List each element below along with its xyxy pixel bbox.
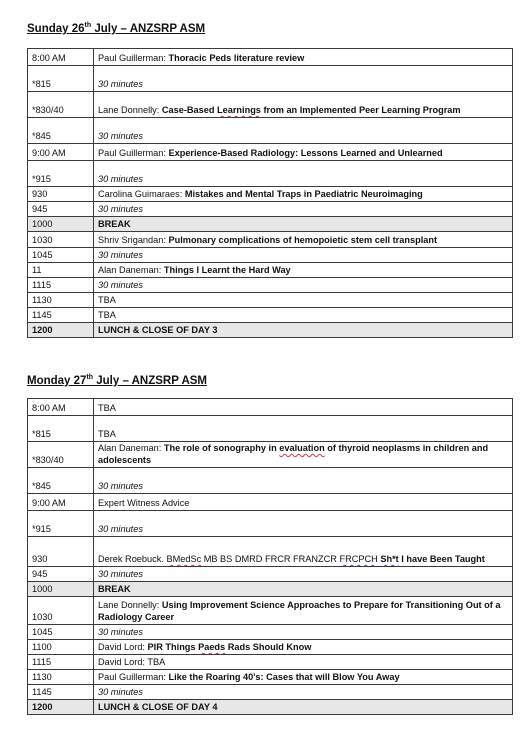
speaker-name: Expert Witness Advice bbox=[98, 498, 190, 508]
time-cell: *815 bbox=[28, 66, 94, 92]
time-cell: 1030 bbox=[28, 232, 94, 248]
session-cell bbox=[94, 511, 513, 537]
schedule-row bbox=[28, 161, 513, 187]
schedule-row bbox=[28, 416, 513, 442]
time-cell: 1145 bbox=[28, 685, 94, 700]
session-cell bbox=[94, 537, 513, 567]
session-title: The role of sonography in evaluation of thyroid neoplasms in children and adolescents bbox=[98, 443, 489, 465]
schedule-row bbox=[28, 399, 513, 416]
duration-note: 30 minutes bbox=[98, 280, 143, 290]
duration-note: 30 minutes bbox=[98, 79, 143, 89]
speaker-name: David Lord: bbox=[98, 642, 148, 652]
schedule-row bbox=[28, 248, 513, 263]
session-title: LUNCH & CLOSE OF DAY 4 bbox=[98, 702, 218, 712]
session-cell bbox=[94, 655, 513, 670]
session-title: Experience-Based Radiology: Lessons Learned and Unlearned bbox=[168, 148, 443, 158]
speaker-name: Lane Donnelly: bbox=[98, 105, 162, 115]
session-cell bbox=[94, 161, 513, 187]
speaker-name: TBA bbox=[98, 429, 116, 439]
session-cell bbox=[94, 468, 513, 494]
session-cell bbox=[94, 217, 513, 232]
session-cell bbox=[94, 399, 513, 416]
session-title: Things I Learnt the Hard Way bbox=[163, 265, 291, 275]
session-cell bbox=[94, 323, 513, 338]
time-cell: 945 bbox=[28, 202, 94, 217]
speaker-name: Lane Donnelly: bbox=[98, 600, 162, 610]
time-cell: 930 bbox=[28, 187, 94, 202]
schedule-row bbox=[28, 293, 513, 308]
time-cell: 9:00 AM bbox=[28, 494, 94, 511]
session-cell bbox=[94, 640, 513, 655]
duration-note: 30 minutes bbox=[98, 569, 143, 579]
speaker-name: Alan Daneman: bbox=[98, 265, 164, 275]
session-cell bbox=[94, 263, 513, 278]
time-cell: 945 bbox=[28, 567, 94, 582]
session-title: LUNCH & CLOSE OF DAY 3 bbox=[98, 325, 218, 335]
speaker-name: TBA bbox=[98, 295, 116, 305]
schedule-row bbox=[28, 278, 513, 293]
time-cell: 1000 bbox=[28, 217, 94, 232]
speaker-name: TBA bbox=[98, 403, 116, 413]
schedule-row bbox=[28, 442, 513, 468]
duration-note: 30 minutes bbox=[98, 174, 143, 184]
speaker-name: Alan Daneman: bbox=[98, 443, 164, 453]
time-cell: 1030 bbox=[28, 597, 94, 625]
schedule-row bbox=[28, 308, 513, 323]
speaker-name: Paul Guillerman: bbox=[98, 148, 169, 158]
schedule-row bbox=[28, 511, 513, 537]
schedule-row bbox=[28, 567, 513, 582]
duration-note: 30 minutes bbox=[98, 250, 143, 260]
session-cell bbox=[94, 670, 513, 685]
duration-note: 30 minutes bbox=[98, 481, 143, 491]
session-title: Mistakes and Mental Traps in Paediatric Neuroimaging bbox=[184, 189, 423, 199]
schedule-row bbox=[28, 144, 513, 161]
day1-schedule-table bbox=[27, 48, 513, 338]
session-cell bbox=[94, 597, 513, 625]
time-cell: *815 bbox=[28, 416, 94, 442]
schedule-row bbox=[28, 468, 513, 494]
session-cell bbox=[94, 416, 513, 442]
session-cell bbox=[94, 685, 513, 700]
time-cell: 1045 bbox=[28, 625, 94, 640]
schedule-row bbox=[28, 582, 513, 597]
session-title: PIR Things Paeds Rads Should Know bbox=[147, 642, 312, 652]
schedule-row bbox=[28, 202, 513, 217]
day2-schedule-table bbox=[27, 398, 513, 715]
time-cell: 1145 bbox=[28, 308, 94, 323]
schedule-row bbox=[28, 597, 513, 625]
time-cell: *845 bbox=[28, 468, 94, 494]
session-cell bbox=[94, 66, 513, 92]
schedule-row bbox=[28, 640, 513, 655]
session-cell bbox=[94, 144, 513, 161]
time-cell: *915 bbox=[28, 511, 94, 537]
schedule-row bbox=[28, 655, 513, 670]
duration-note: 30 minutes bbox=[98, 627, 143, 637]
schedule-row bbox=[28, 625, 513, 640]
day1-heading: Sunday 26th July – ANZSRP ASM bbox=[27, 22, 206, 35]
session-cell bbox=[94, 118, 513, 144]
time-cell: 8:00 AM bbox=[28, 49, 94, 66]
schedule-row bbox=[28, 217, 513, 232]
time-cell: 1130 bbox=[28, 293, 94, 308]
time-cell: 1000 bbox=[28, 582, 94, 597]
schedule-row bbox=[28, 187, 513, 202]
session-cell bbox=[94, 92, 513, 118]
time-cell: *845 bbox=[28, 118, 94, 144]
session-cell bbox=[94, 494, 513, 511]
schedule-row bbox=[28, 685, 513, 700]
time-cell: 8:00 AM bbox=[28, 399, 94, 416]
speaker-name: David Lord: TBA bbox=[98, 657, 166, 667]
time-cell: 11 bbox=[28, 263, 94, 278]
time-cell: *830/40 bbox=[28, 442, 94, 468]
day2-heading: Monday 27th July – ANZSRP ASM bbox=[27, 374, 208, 387]
time-cell: *915 bbox=[28, 161, 94, 187]
session-title: BREAK bbox=[98, 219, 131, 229]
session-cell bbox=[94, 187, 513, 202]
duration-note: 30 minutes bbox=[98, 524, 143, 534]
session-cell bbox=[94, 567, 513, 582]
schedule-row bbox=[28, 537, 513, 567]
schedule-row bbox=[28, 66, 513, 92]
schedule-row bbox=[28, 49, 513, 66]
time-cell: 1130 bbox=[28, 670, 94, 685]
time-cell: 1045 bbox=[28, 248, 94, 263]
session-cell bbox=[94, 49, 513, 66]
session-cell bbox=[94, 442, 513, 468]
session-cell bbox=[94, 700, 513, 715]
time-cell: 1115 bbox=[28, 278, 94, 293]
speaker-name: Derek Roebuck. BMedSc MB BS DMRD FRCR FRANZCR FRCPCH bbox=[98, 554, 378, 564]
session-cell bbox=[94, 582, 513, 597]
speaker-name: Paul Guillerman: bbox=[98, 53, 169, 63]
session-cell bbox=[94, 293, 513, 308]
session-cell bbox=[94, 202, 513, 217]
time-cell: 1100 bbox=[28, 640, 94, 655]
speaker-name: TBA bbox=[98, 310, 116, 320]
time-cell: 1115 bbox=[28, 655, 94, 670]
speaker-name: Shriv Srigandan: bbox=[98, 235, 169, 245]
session-cell bbox=[94, 248, 513, 263]
speaker-name: Paul Guillerman: bbox=[98, 672, 169, 682]
schedule-row bbox=[28, 323, 513, 338]
session-title: BREAK bbox=[98, 584, 131, 594]
time-cell: 1200 bbox=[28, 700, 94, 715]
session-title: Using Improvement Science Approaches to Prepare for Transitioning Out of a Radiology Career bbox=[98, 600, 501, 622]
session-title: Case-Based Learnings from an Implemented Peer Learning Program bbox=[161, 105, 461, 115]
session-cell bbox=[94, 232, 513, 248]
session-title: Pulmonary complications of hemopoietic stem cell transplant bbox=[168, 235, 438, 245]
session-cell bbox=[94, 278, 513, 293]
time-cell: 930 bbox=[28, 537, 94, 567]
schedule-row bbox=[28, 494, 513, 511]
time-cell: *830/40 bbox=[28, 92, 94, 118]
session-cell bbox=[94, 308, 513, 323]
duration-note: 30 minutes bbox=[98, 131, 143, 141]
session-title: Thoracic Peds literature review bbox=[168, 53, 305, 63]
session-title: Like the Roaring 40's: Cases that will Blow You Away bbox=[168, 672, 400, 682]
schedule-row bbox=[28, 92, 513, 118]
duration-note: 30 minutes bbox=[98, 687, 143, 697]
schedule-row bbox=[28, 232, 513, 248]
time-cell: 9:00 AM bbox=[28, 144, 94, 161]
session-title: Sh*t I have Been Taught bbox=[380, 554, 485, 564]
schedule-row bbox=[28, 700, 513, 715]
speaker-name: Carolina Guimaraes: bbox=[98, 189, 185, 199]
schedule-row bbox=[28, 118, 513, 144]
duration-note: 30 minutes bbox=[98, 204, 143, 214]
schedule-row bbox=[28, 263, 513, 278]
session-cell bbox=[94, 625, 513, 640]
time-cell: 1200 bbox=[28, 323, 94, 338]
schedule-row bbox=[28, 670, 513, 685]
